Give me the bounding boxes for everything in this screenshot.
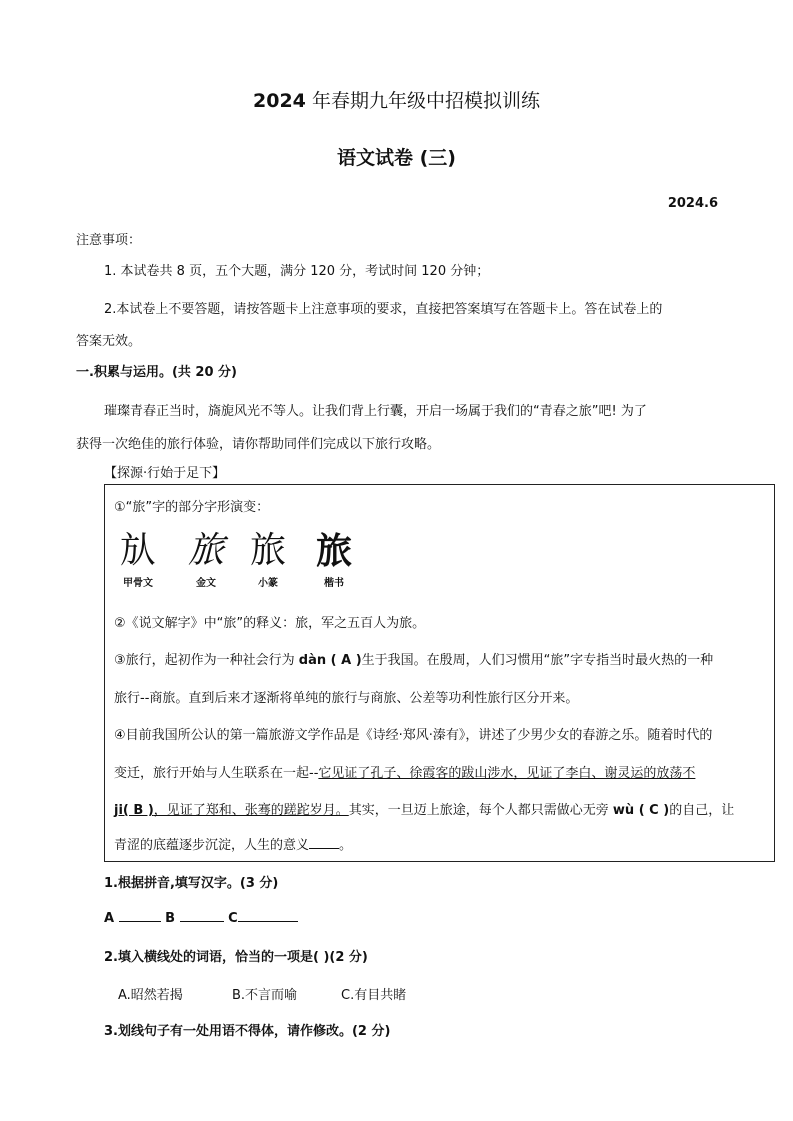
para4-text-b: 其实，一旦迈上旅途，每个人都只需做心无旁 bbox=[348, 803, 613, 818]
glyph-intro: ①“旅”字的部分字形演变： bbox=[114, 500, 270, 515]
glyph-regular bbox=[308, 528, 360, 589]
question-1-answers bbox=[104, 909, 298, 926]
answer-label-b: B bbox=[165, 911, 176, 926]
glyph-oracle bbox=[112, 528, 164, 589]
question-1: 1.根据拼音,填写汉字。(3 分) bbox=[104, 876, 279, 891]
answer-label-a: A bbox=[104, 911, 115, 926]
notes-item-2: 2.本试卷上不要答题，请按答题卡上注意事项的要求，直接把答案填写在答题卡上。答在试卷上的 bbox=[104, 302, 663, 317]
answer-label-c: C bbox=[228, 911, 238, 926]
para4-text-d: 青涩的底蕴逐步沉淀，人生的意义 bbox=[114, 838, 310, 853]
exam-title bbox=[0, 86, 793, 113]
underlined-sentence-1: 它见证了孔子、徐霞客的跋山涉水，见证了李白、谢灵运的放荡不 bbox=[318, 766, 696, 781]
pinyin-c: wù ( C ) bbox=[612, 803, 670, 818]
glyph-seal-caption: 小篆 bbox=[258, 578, 278, 589]
answer-blank-b[interactable] bbox=[180, 909, 224, 922]
question-3: 3.划线句子有一处用语不得体，请作修改。(2 分) bbox=[104, 1024, 391, 1039]
question-2: 2.填入横线处的词语，恰当的一项是( )(2 分) bbox=[104, 950, 368, 965]
para3-line1 bbox=[114, 649, 713, 668]
para4-text-a: 变迁，旅行开始与人生联系在一起-- bbox=[114, 766, 319, 781]
question-2-option-a: A.昭然若揭 bbox=[118, 988, 183, 1003]
definition-text: ②《说文解字》中“旅”的释义：旅，军之五百人为旅。 bbox=[114, 616, 426, 631]
para3-line2: 旅行--商旅。直到后来才逐渐将单纯的旅行与商旅、公差等功利性旅行区分开来。 bbox=[114, 691, 579, 706]
question-2-option-b: B.不言而喻 bbox=[232, 988, 298, 1003]
para3-text-a: ③旅行，起初作为一种社会行为 bbox=[114, 653, 299, 668]
question-2-option-c: C.有目共睹 bbox=[341, 988, 407, 1003]
glyph-bronze-caption: 金文 bbox=[196, 578, 216, 589]
para4-line2 bbox=[114, 762, 695, 781]
para3-text-b: 生于我国。在殷周，人们习惯用“旅”字专指当时最火热的一种 bbox=[361, 653, 714, 668]
para4-text-c: 的自己，让 bbox=[669, 803, 735, 818]
para4-line4 bbox=[114, 834, 352, 853]
title-text: 年春期九年级中招模拟训练 bbox=[311, 90, 540, 112]
answer-blank-c[interactable] bbox=[238, 909, 298, 922]
para4-line3 bbox=[114, 799, 734, 818]
section-heading: 一.积累与运用。(共 20 分) bbox=[76, 365, 237, 380]
glyph-oracle-char: 㫃 bbox=[119, 530, 156, 571]
exam-date: 2024.6 bbox=[667, 196, 718, 211]
exam-subtitle: 语文试卷 (三) bbox=[337, 147, 456, 169]
glyph-bronze-char: 旅 bbox=[187, 530, 224, 571]
intro-line-2: 获得一次绝佳的旅行体验，请你帮助同伴们完成以下旅行攻略。 bbox=[76, 437, 441, 452]
glyph-seal bbox=[242, 528, 294, 589]
title-year: 2024 bbox=[253, 90, 306, 112]
answer-blank-a[interactable] bbox=[119, 909, 161, 922]
glyph-regular-char: 旅 bbox=[315, 530, 352, 572]
glyph-oracle-caption: 甲骨文 bbox=[123, 578, 153, 589]
pinyin-b: ji( B ) bbox=[114, 803, 154, 818]
pinyin-a: dàn ( A ) bbox=[298, 653, 362, 668]
notes-heading: 注意事项： bbox=[76, 233, 142, 248]
para4-end: 。 bbox=[339, 838, 353, 853]
glyph-bronze bbox=[180, 528, 232, 589]
notes-item-1: 1. 本试卷共 8 页，五个大题，满分 120 分，考试时间 120 分钟； bbox=[104, 264, 490, 279]
para4-line1: ④目前我国所公认的第一篇旅游文学作品是《诗经·郑风·溱有》，讲述了少男少女的春游之乐。随着时代的 bbox=[114, 728, 713, 743]
glyph-regular-caption: 楷书 bbox=[324, 578, 344, 589]
sub-heading: 【探源·行始于足下】 bbox=[104, 466, 226, 481]
intro-line-1: 璀璨青春正当时，旖旎风光不等人。让我们背上行囊，开启一场属于我们的“青春之旅”吧! 为了 bbox=[104, 404, 647, 419]
answer-blank[interactable] bbox=[309, 836, 339, 849]
underlined-sentence-2: ，见证了郑和、张骞的蹉跎岁月。 bbox=[153, 803, 349, 818]
notes-item-2-cont: 答案无效。 bbox=[76, 334, 142, 349]
glyph-seal-char: 旅 bbox=[249, 530, 286, 571]
